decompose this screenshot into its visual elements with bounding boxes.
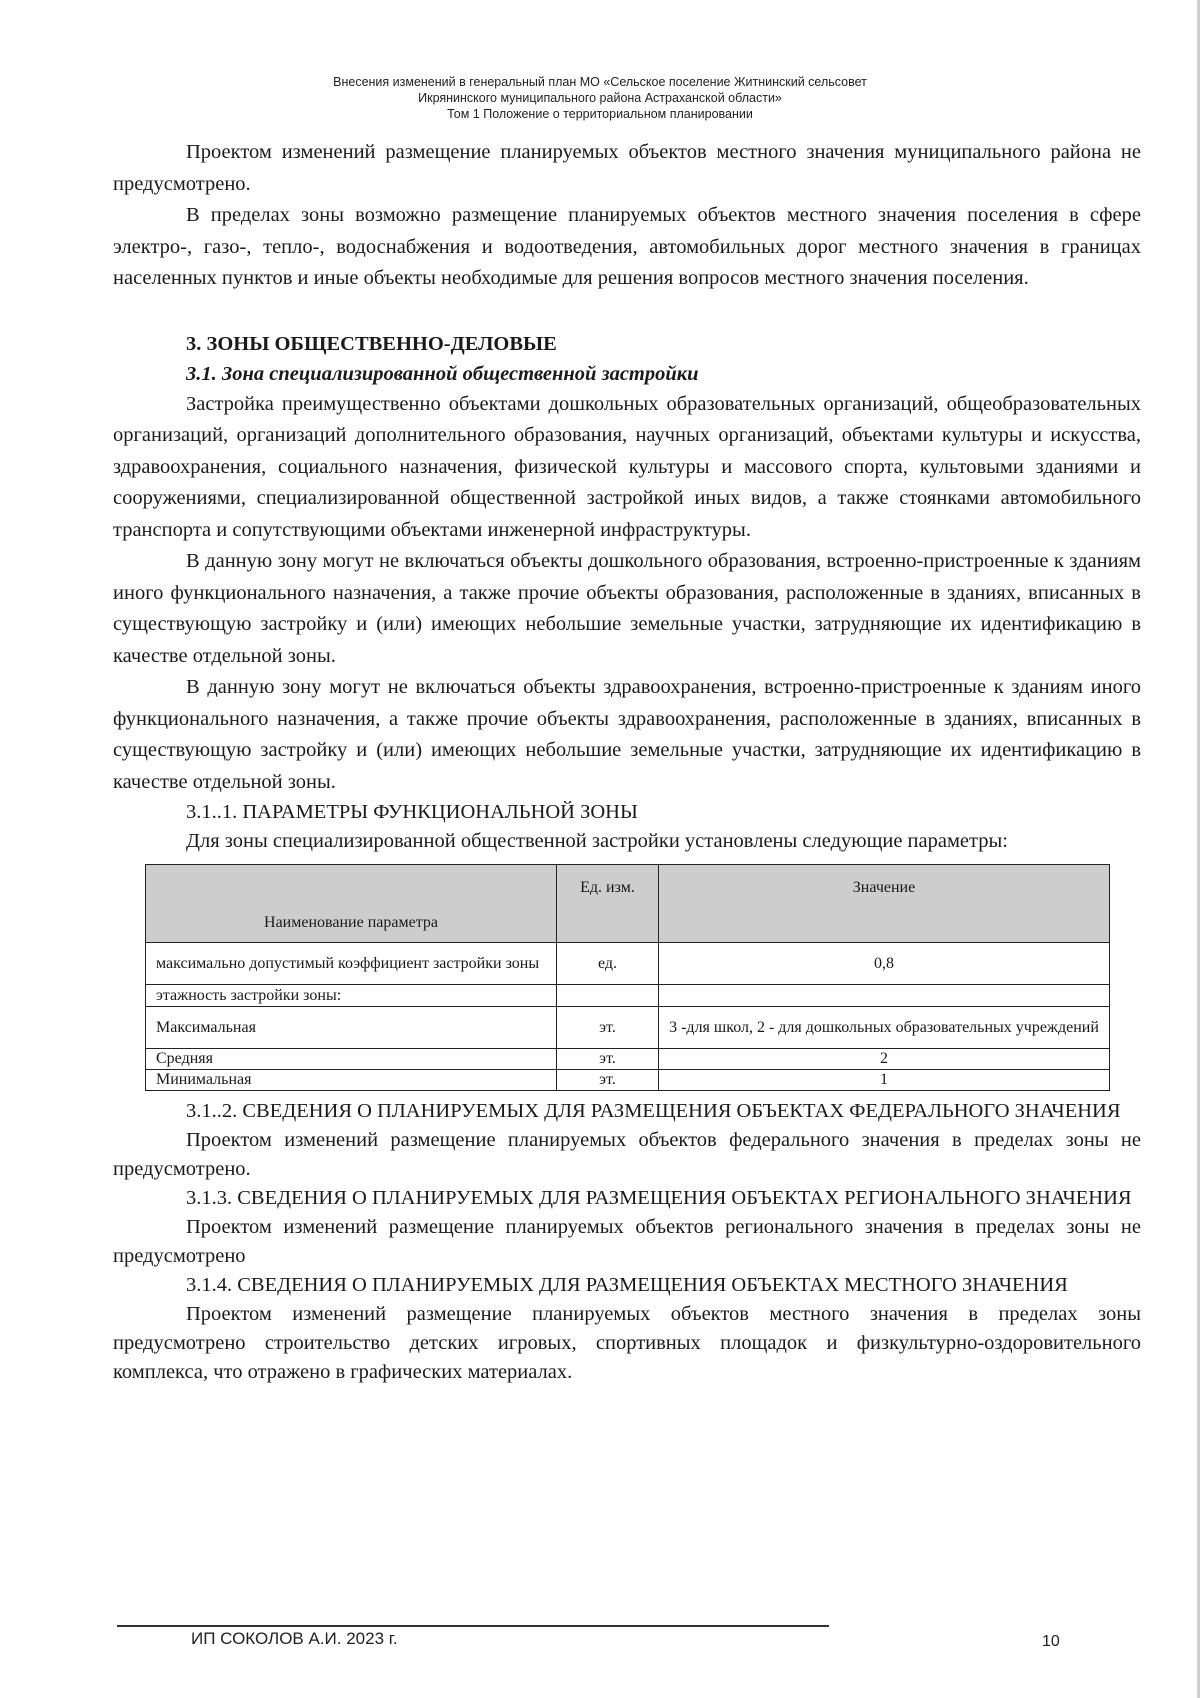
parameters-table (145, 864, 1110, 1091)
zone-paragraph-2: В данную зону могут не включаться объекты дошкольного образования, встроенно-пристроенные к зданиям иного функционального назначения, а также прочие объекты образования, расположенные в зданиях, вписанных в существующую застройку и (или) имеющих небольшие земельные участки, затрудняющие их идентификацию в качестве отдельной зоны. (113, 550, 1141, 667)
table-cell: эт. (557, 1007, 659, 1049)
header-line-3: Том 1 Положение о территориальном планировании (447, 107, 753, 121)
page-number: 10 (1042, 1633, 1060, 1650)
zone-paragraph-3: В данную зону могут не включаться объекты здравоохранения, встроенно-пристроенные к зданиям иного функционального назначения, а также прочие объекты здравоохранения, расположенные в зданиях, вписанных в существующую застройку и (или) имеющих небольшие земельные участки, затрудняющие их идентификацию в качестве отдельной зоны. (113, 676, 1141, 793)
table-row (146, 943, 1110, 985)
subsection-3-1-1-text: Для зоны специализированной общественной застройки установлены следующие параметры: (186, 830, 1008, 852)
intro-paragraph-2: В пределах зоны возможно размещение планируемых объектов местного значения поселения в сфере электро-, газо-, тепло-, водоснабжения и водоотведения, автомобильных дорог местного значения в границах населенных пунктов и иные объекты необходимые для решения вопросов местного значения поселения. (113, 204, 1141, 289)
table-header-row (146, 865, 1110, 943)
table-cell (659, 985, 1110, 1007)
table-cell: эт. (557, 1070, 659, 1091)
table-cell (557, 985, 659, 1007)
subsection-3-1-4-text: Проектом изменений размещение планируемых объектов местного значения в пределах зоны предусмотрено строительство детских игровых, спортивных площадок и физкультурно-оздоровительного комплекса, что отражено в графических материалах. (113, 1303, 1141, 1383)
table-row (146, 985, 1110, 1007)
table-row (146, 1007, 1110, 1049)
table-cell: 3 -для школ, 2 - для дошкольных образовательных учреждений (659, 1007, 1110, 1049)
subsection-3-1-3-text: Проектом изменений размещение планируемых объектов регионального значения в пределах зоны не предусмотрено (113, 1216, 1141, 1267)
table-cell: максимально допустимый коэффициент застройки зоны (146, 943, 557, 985)
subsection-3-1-4-title: 3.1.4. СВЕДЕНИЯ О ПЛАНИРУЕМЫХ ДЛЯ РАЗМЕЩЕНИЯ ОБЪЕКТАХ МЕСТНОГО ЗНАЧЕНИЯ (186, 1274, 1068, 1296)
table-cell: 0,8 (659, 943, 1110, 985)
table-header-cell: Значение (659, 865, 1110, 943)
section-3-title: 3. ЗОНЫ ОБЩЕСТВЕННО-ДЕЛОВЫЕ (186, 332, 557, 355)
table-cell: 2 (659, 1049, 1110, 1070)
subsection-3-1-2-text: Проектом изменений размещение планируемых объектов федерального значения в пределах зоны не предусмотрено. (113, 1129, 1141, 1180)
subsection-3-1-1-title: 3.1..1. ПАРАМЕТРЫ ФУНКЦИОНАЛЬНОЙ ЗОНЫ (186, 801, 638, 823)
table-header-cell: Ед. изм. (557, 865, 659, 943)
subsection-3-1-3-title: 3.1.3. СВЕДЕНИЯ О ПЛАНИРУЕМЫХ ДЛЯ РАЗМЕЩЕНИЯ ОБЪЕКТАХ РЕГИОНАЛЬНОГО ЗНАЧЕНИЯ (186, 1187, 1132, 1209)
section-3-1-subtitle: 3.1. Зона специализированной общественной застройки (186, 362, 699, 385)
intro-paragraph-1: Проектом изменений размещение планируемых объектов местного значения муниципального района не предусмотрено. (113, 141, 1141, 195)
zone-paragraph-1: Застройка преимущественно объектами дошкольных образовательных организаций, общеобразовательных организаций, организаций дополнительного образования, научных организаций, объектами культуры и искусства, здравоохранения, социального назначения, физической культуры и массового спорта, культовыми зданиями и сооружениями, специализированной общественной застройкой иных видов, а также стоянками автомобильного транспорта и сопутствующими объектами инженерной инфраструктуры. (113, 392, 1141, 541)
table-cell: ед. (557, 943, 659, 985)
footer-divider (117, 1625, 829, 1627)
table-cell: эт. (557, 1049, 659, 1070)
table-row (146, 1070, 1110, 1091)
header-line-2: Икрянинского муниципального района Астраханской области» (418, 91, 782, 105)
table-header-cell: Наименование параметра (146, 865, 557, 943)
header-line-1: Внесения изменений в генеральный план МО «Сельское поселение Житнинский сельсовет (333, 75, 867, 89)
subsection-3-1-2-title: 3.1..2. СВЕДЕНИЯ О ПЛАНИРУЕМЫХ ДЛЯ РАЗМЕЩЕНИЯ ОБЪЕКТАХ ФЕДЕРАЛЬНОГО ЗНАЧЕНИЯ (186, 1100, 1121, 1122)
footer-author: ИП СОКОЛОВ А.И. 2023 г. (191, 1629, 398, 1648)
table-row (146, 1049, 1110, 1070)
running-header (0, 74, 1200, 122)
table-cell: Средняя (146, 1049, 557, 1070)
table-cell: этажность застройки зоны: (146, 985, 557, 1007)
table-cell: 1 (659, 1070, 1110, 1091)
table-cell: Минимальная (146, 1070, 557, 1091)
document-body (113, 137, 1141, 1387)
table-cell: Максимальная (146, 1007, 557, 1049)
